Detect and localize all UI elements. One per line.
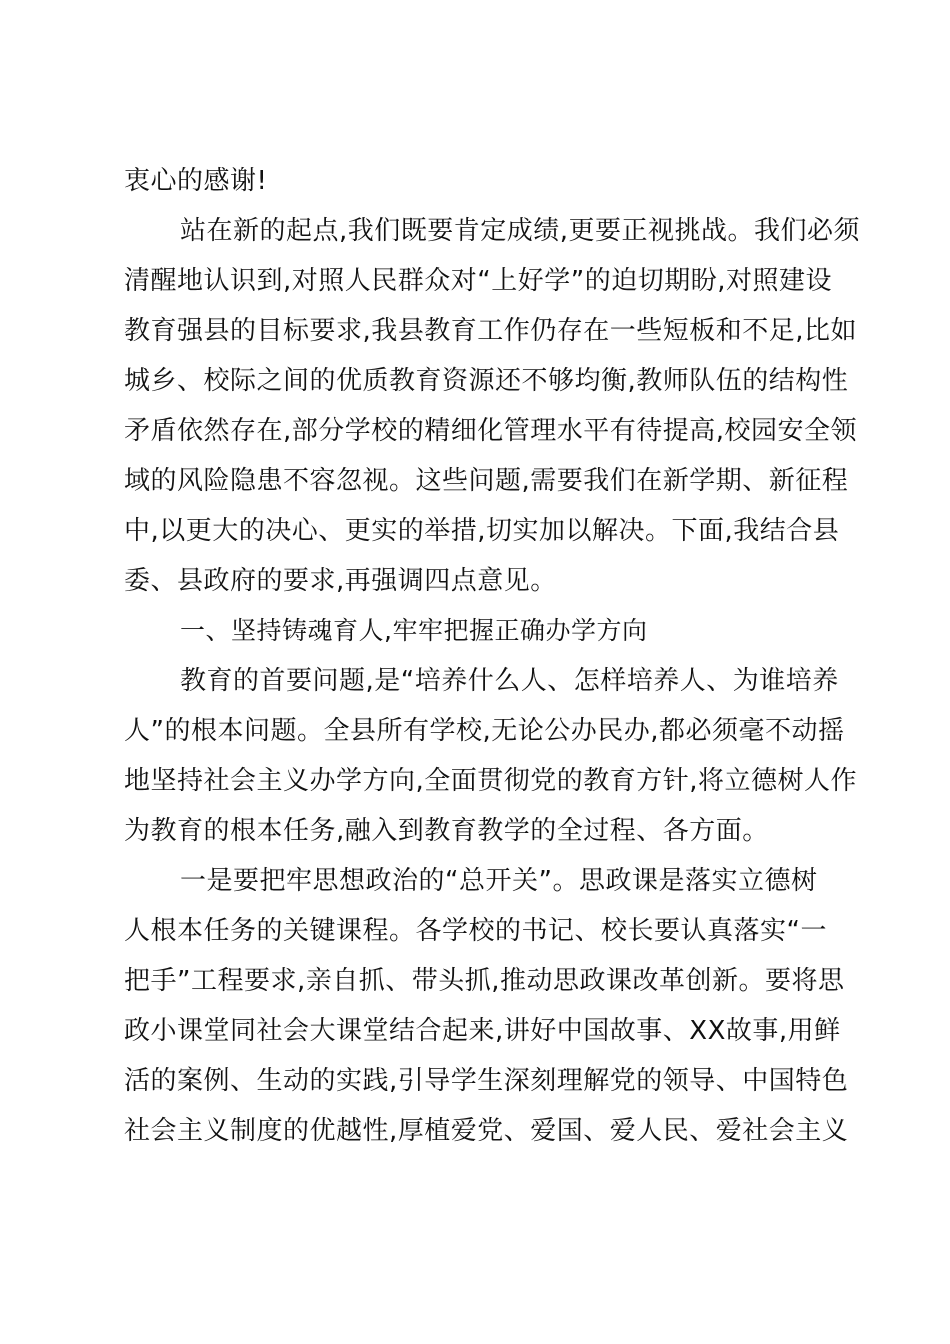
section-heading: 一、坚持铸魂育人,牢牢把握正确办学方向	[180, 616, 648, 645]
text-line: 人根本任务的关键课程。各学校的书记、校长要认真落实“一	[124, 916, 827, 946]
text-line: 活的案例、生动的实践,引导学生深刻理解党的领导、中国特色	[124, 1066, 849, 1096]
text-line: 矛盾依然存在,部分学校的精细化管理水平有待提高,校园安全领	[124, 416, 858, 446]
paragraph-start-line: 站在新的起点,我们既要肯定成绩,更要正视挑战。我们必须	[180, 216, 861, 246]
text-line: 社会主义制度的优越性,厚植爱党、爱国、爱人民、爱社会主义	[124, 1116, 849, 1146]
text-line: 教育强县的目标要求,我县教育工作仍存在一些短板和不足,比如	[124, 316, 858, 346]
text-line: 委、县政府的要求,再强调四点意见。	[124, 566, 557, 596]
text-line: 为教育的根本任务,融入到教育教学的全过程、各方面。	[124, 816, 769, 846]
text-line: 把手”工程要求,亲自抓、带头抓,推动思政课改革创新。要将思	[124, 966, 845, 996]
text-line: 城乡、校际之间的优质教育资源还不够均衡,教师队伍的结构性	[124, 366, 849, 396]
text-line: 人”的根本问题。全县所有学校,无论公办民办,都必须毫不动摇	[124, 716, 845, 746]
text-line: 清醒地认识到,对照人民群众对“上好学”的迫切期盼,对照建设	[124, 266, 832, 296]
paragraph-start-line: 一是要把牢思想政治的“总开关”。思政课是落实立德树	[180, 866, 818, 896]
document-body	[124, 156, 861, 1156]
text-line: 中,以更大的决心、更实的举措,切实加以解决。下面,我结合县	[124, 516, 840, 546]
text-line: 衷心的感谢!	[124, 166, 268, 196]
paragraph-start-line: 教育的首要问题,是“培养什么人、怎样培养人、为谁培养	[180, 666, 839, 696]
text-line: 政小课堂同社会大课堂结合起来,讲好中国故事、XX故事,用鲜	[124, 1016, 841, 1046]
text-line: 域的风险隐患不容忽视。这些问题,需要我们在新学期、新征程	[124, 466, 849, 496]
text-line: 地坚持社会主义办学方向,全面贯彻党的教育方针,将立德树人作	[124, 766, 858, 796]
